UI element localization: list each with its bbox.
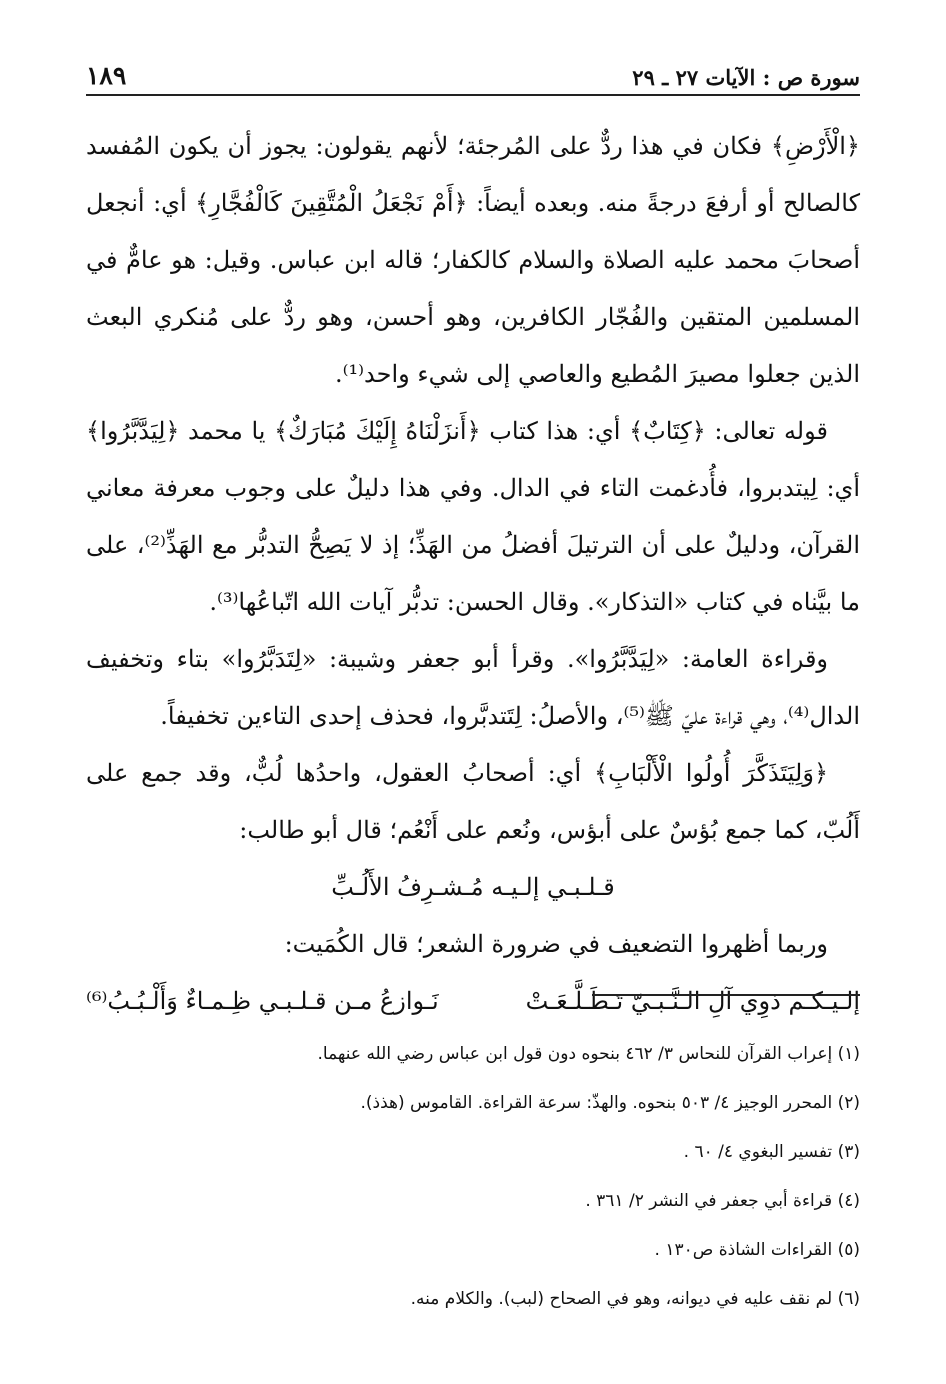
footnote-4: (٤) قراءة أبي جعفر في النشر ٢/ ٣٦١ .	[585, 1191, 860, 1211]
poetry-verse-1: قـلـبـي إلـيـه مُـشـرِفُ الأَلُـبِّ	[331, 873, 615, 901]
main-text	[86, 118, 860, 1030]
footnote-3: (٣) تفسير البغوي ٤/ ٦٠ .	[683, 1142, 860, 1162]
verse-hemistich-right: إلـيـكـم ذوِي آلِ الـنَّـبـيّ تَـطَـلَّـعَـتْ	[525, 987, 860, 1015]
verse-hemistich-left: نَـوازعُ مـن قـلـبـي ظِـمـاءٌ وَأَلْـبُـبُ⁽⁶⁾	[86, 987, 439, 1015]
surah-title: سورة ص : الآيات ٢٧ ـ ٢٩	[632, 65, 860, 90]
paragraph-3: وقراءة العامة: «لِيَدَّبَّرُوا». وقرأ أبو جعفر وشيبة: «لِتَدَبَّرُوا» بتاء وتخفيف الدال⁽⁴⁾، وهي قراءة عليّ ﷺ⁽⁵⁾، والأصلُ: لِتَتدبَّروا، فحذف إحدى التاءين تخفيفاً.	[86, 645, 860, 730]
paragraph-4: ﴿وَلِيَتَذَكَّرَ أُولُوا الْأَلْبَابِ﴾ أي: أصحابُ العقول، واحدُها لُبٌّ، وقد جمع على أَلُبّ، كما جمع بُؤسٌ على أبؤس، ونُعم على أَنْعُم؛ قال أبو طالب:	[86, 759, 860, 844]
poetry-verse-2	[86, 973, 860, 1030]
footnote-1: (١) إعراب القرآن للنحاس ٣/ ٤٦٢ بنحوه دون قول ابن عباس رضي الله عنهما.	[317, 1044, 860, 1064]
footnote-5: (٥) القراءات الشاذة ص١٣٠ .	[654, 1240, 860, 1260]
page-number: ١٨٩	[86, 61, 127, 90]
footnote-6: (٦) لم نقف عليه في ديوانه، وهو في الصحاح (لبب). والكلام منه.	[410, 1289, 860, 1309]
running-header	[86, 52, 860, 96]
paragraph-5: وربما أظهروا التضعيف في ضرورة الشعر؛ قال الكُمَيت:	[284, 930, 828, 958]
paragraph-2: قوله تعالى: ﴿كِتَابٌ﴾ أي: هذا كتاب ﴿أَنزَلْنَاهُ إِلَيْكَ مُبَارَكٌ﴾ يا محمد ﴿لِيَدَّبَّرُوا﴾ أي: لِيتدبروا، فأُدغمت التاء في الدال. وفي هذا دليلٌ على وجوب معرفة معاني القرآن، ودليلٌ على أن الترتيلَ أفضلُ من الهَذِّ؛ إذ لا يَصِحُّ التدبُّر مع الهَذِّ⁽²⁾، على ما بيَّناه في كتاب «التذكار». وقال الحسن: تدبُّر آيات الله اتّباعُها⁽³⁾.	[86, 417, 860, 616]
footnote-separator	[592, 994, 860, 996]
paragraph-1: ﴿الْأَرْضِ﴾ فكان في هذا ردٌّ على المُرجئة؛ لأنهم يقولون: يجوز أن يكون المُفسد كالصالح أو أرفعَ درجةً منه. وبعده أيضاً: ﴿أَمْ نَجْعَلُ الْمُتَّقِينَ كَالْفُجَّارِ﴾ أي: أنجعل أصحابَ محمد عليه الصلاة والسلام كالكفار؛ قاله ابن عباس. وقيل: هو عامٌّ في المسلمين المتقين والفُجّار الكافرين، وهو أحسن، وهو ردٌّ على مُنكري البعث الذين جعلوا مصيرَ المُطيع والعاصي إلى شيء واحد⁽¹⁾.	[86, 132, 860, 388]
footnote-2: (٢) المحرر الوجيز ٤/ ٥٠٣ بنحوه. والهذّ: سرعة القراءة. القاموس (هذذ).	[360, 1093, 860, 1113]
footnotes	[86, 1030, 860, 1324]
